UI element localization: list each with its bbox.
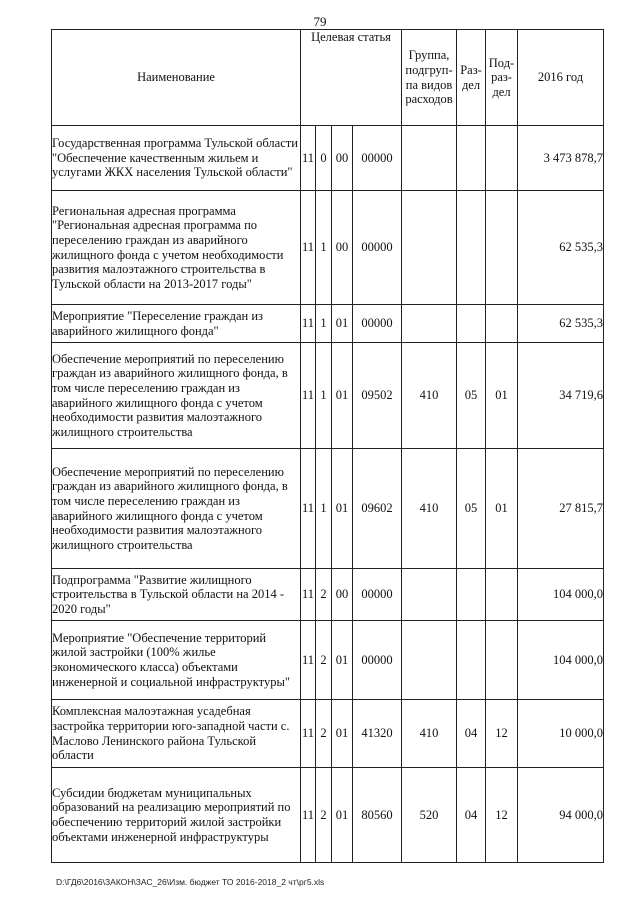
section-code: 04 xyxy=(457,700,486,768)
header-name: Наименование xyxy=(52,30,301,126)
table-row xyxy=(52,700,604,768)
target-program: 11 xyxy=(301,700,316,768)
target-code: 00000 xyxy=(353,621,402,700)
header-target-spacer xyxy=(301,46,402,126)
group-code: 410 xyxy=(402,700,457,768)
section-code: 04 xyxy=(457,768,486,863)
table-row xyxy=(52,126,604,191)
target-code: 09602 xyxy=(353,449,402,569)
subsection-code xyxy=(486,305,518,343)
target-subprogram: 1 xyxy=(316,449,332,569)
subsection-code xyxy=(486,126,518,191)
target-program: 11 xyxy=(301,569,316,621)
target-subprogram: 1 xyxy=(316,305,332,343)
amount: 104 000,0 xyxy=(518,569,604,621)
table-row xyxy=(52,191,604,305)
header-subsection: Под-раз-дел xyxy=(486,30,518,126)
target-code: 00000 xyxy=(353,191,402,305)
subsection-code: 12 xyxy=(486,700,518,768)
budget-table xyxy=(51,29,604,863)
header-section: Раз-дел xyxy=(457,30,486,126)
target-code: 09502 xyxy=(353,343,402,449)
section-code xyxy=(457,126,486,191)
page-number: 79 xyxy=(313,14,327,29)
table-row xyxy=(52,621,604,700)
target-subprogram: 0 xyxy=(316,126,332,191)
target-event: 01 xyxy=(332,449,353,569)
subsection-code: 01 xyxy=(486,343,518,449)
target-event: 01 xyxy=(332,700,353,768)
target-code: 80560 xyxy=(353,768,402,863)
amount: 34 719,6 xyxy=(518,343,604,449)
subsection-code xyxy=(486,621,518,700)
target-program: 11 xyxy=(301,126,316,191)
table-row xyxy=(52,569,604,621)
amount: 62 535,3 xyxy=(518,191,604,305)
group-code: 410 xyxy=(402,449,457,569)
group-code xyxy=(402,621,457,700)
target-code: 00000 xyxy=(353,305,402,343)
subsection-code xyxy=(486,569,518,621)
header-target: Целевая статья xyxy=(301,30,402,46)
target-program: 11 xyxy=(301,621,316,700)
group-code xyxy=(402,126,457,191)
row-name: Региональная адресная программа "Региональная адресная программа по переселению граждан из аварийного жилищного фонда с учетом необходимости развития малоэтажного строительства в Тульской области на 2013-2017 годы" xyxy=(52,191,301,305)
subsection-code xyxy=(486,191,518,305)
row-name: Обеспечение мероприятий по переселению граждан из аварийного жилищного фонда, в том числе переселению граждан из аварийного жилищного фонда с учетом необходимости развития малоэтажного жилищного строительства xyxy=(52,449,301,569)
table-row xyxy=(52,343,604,449)
target-subprogram: 2 xyxy=(316,768,332,863)
target-event: 01 xyxy=(332,621,353,700)
row-name: Подпрограмма "Развитие жилищного строительства в Тульской области на 2014 - 2020 годы" xyxy=(52,569,301,621)
group-code: 520 xyxy=(402,768,457,863)
target-event: 01 xyxy=(332,768,353,863)
table-row xyxy=(52,768,604,863)
target-program: 11 xyxy=(301,343,316,449)
row-name: Мероприятие "Переселение граждан из аварийного жилищного фонда" xyxy=(52,305,301,343)
target-event: 00 xyxy=(332,191,353,305)
row-name: Государственная программа Тульской области "Обеспечение качественным жильем и услугами ЖКХ населения Тульской области" xyxy=(52,126,301,191)
target-subprogram: 1 xyxy=(316,191,332,305)
section-code: 05 xyxy=(457,343,486,449)
subsection-code: 01 xyxy=(486,449,518,569)
target-event: 01 xyxy=(332,343,353,449)
group-code: 410 xyxy=(402,343,457,449)
target-program: 11 xyxy=(301,449,316,569)
target-event: 00 xyxy=(332,569,353,621)
target-event: 01 xyxy=(332,305,353,343)
amount: 62 535,3 xyxy=(518,305,604,343)
section-code xyxy=(457,569,486,621)
subsection-code: 12 xyxy=(486,768,518,863)
header-group: Группа, подгруп-па видов расходов xyxy=(402,30,457,126)
amount: 3 473 878,7 xyxy=(518,126,604,191)
amount: 104 000,0 xyxy=(518,621,604,700)
group-code xyxy=(402,191,457,305)
group-code xyxy=(402,305,457,343)
target-event: 00 xyxy=(332,126,353,191)
target-program: 11 xyxy=(301,768,316,863)
amount: 94 000,0 xyxy=(518,768,604,863)
header-year: 2016 год xyxy=(518,30,604,126)
group-code xyxy=(402,569,457,621)
target-subprogram: 2 xyxy=(316,621,332,700)
row-name: Комплексная малоэтажная усадебная застройка территории юго-западной части с. Маслово Ленинского района Тульской области xyxy=(52,700,301,768)
section-code: 05 xyxy=(457,449,486,569)
table-row xyxy=(52,449,604,569)
target-subprogram: 2 xyxy=(316,700,332,768)
file-path-footer: D:\ГД6\2016\ЗАКОН\ЗАС_26\Изм. бюджет ТО 2016-2018_2 чт\рг5.xls xyxy=(56,877,325,887)
row-name: Обеспечение мероприятий по переселению граждан из аварийного жилищного фонда, в том числе переселению граждан из аварийного жилищного фонда с учетом необходимости развития малоэтажного жилищного строительства xyxy=(52,343,301,449)
target-subprogram: 1 xyxy=(316,343,332,449)
row-name: Мероприятие "Обеспечение территорий жилой застройки (100% жилье экономического класса) объектами инженерной и социальной инфраструктуры" xyxy=(52,621,301,700)
target-code: 00000 xyxy=(353,569,402,621)
target-code: 41320 xyxy=(353,700,402,768)
target-program: 11 xyxy=(301,191,316,305)
amount: 10 000,0 xyxy=(518,700,604,768)
table-row xyxy=(52,305,604,343)
target-program: 11 xyxy=(301,305,316,343)
section-code xyxy=(457,621,486,700)
target-code: 00000 xyxy=(353,126,402,191)
amount: 27 815,7 xyxy=(518,449,604,569)
target-subprogram: 2 xyxy=(316,569,332,621)
section-code xyxy=(457,191,486,305)
row-name: Субсидии бюджетам муниципальных образований на реализацию мероприятий по обеспечению территорий жилой застройки объектами инженерной инфраструктуры xyxy=(52,768,301,863)
section-code xyxy=(457,305,486,343)
